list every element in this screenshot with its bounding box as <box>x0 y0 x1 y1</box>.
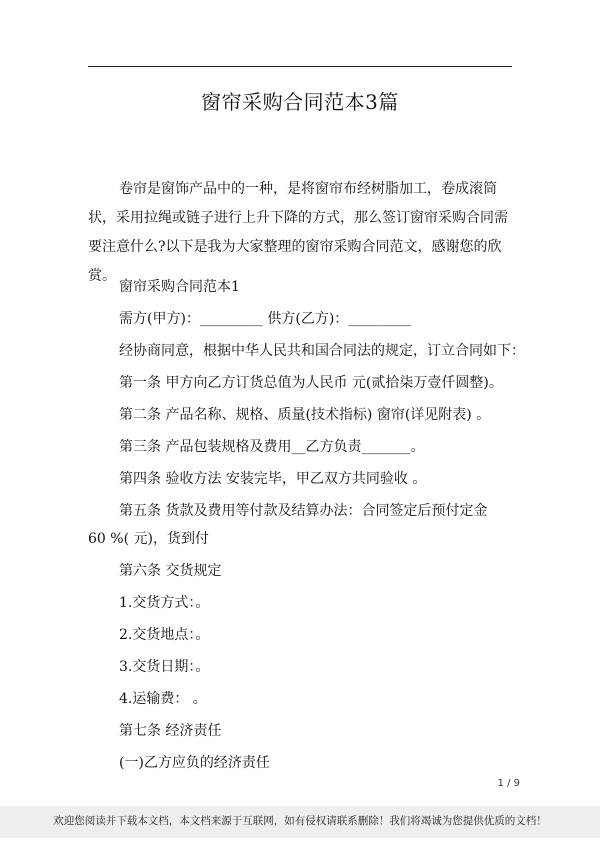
article-7: 第七条 经济责任 <box>119 723 222 739</box>
transport-fee: 4.运输费： 。 <box>119 691 207 707</box>
delivery-location: 2.交货地点：。 <box>119 627 210 643</box>
article-1: 第一条 甲方向乙方订货总值为人民币 元(贰拾柒万壹仟圆整)。 <box>119 375 503 391</box>
article-6: 第六条 交货规定 <box>119 563 222 579</box>
footer-notice: 欢迎您阅读并下载本文档，本文档来源于互联网，如有侵权请联系删除！我们将竭诚为您提供优质的文档！ <box>53 815 547 827</box>
delivery-date: 3.交货日期：。 <box>119 659 210 675</box>
article-5-continued: 60 %( 元)，货到付 <box>88 531 209 547</box>
agreement-line: 经协商同意，根据中华人民共和国合同法的规定，订立合同如下： <box>119 343 525 359</box>
page-indicator: 1 / 9 <box>497 778 520 789</box>
article-5: 第五条 货款及费用等付款及结算办法：合同签定后预付定金 <box>119 503 488 519</box>
article-2: 第二条 产品名称、规格、质量(技术指标) 窗帘(详见附表) 。 <box>119 407 491 423</box>
header-rule <box>88 66 512 67</box>
seller-liability: (一)乙方应负的经济责任 <box>119 755 270 771</box>
document-title: 窗帘采购合同范本3篇 <box>201 90 399 114</box>
intro-paragraph: 卷帘是窗饰产品中的一种，是将窗帘布经树脂加工，卷成滚筒状，采用拉绳或链子进行上升下降的方式，那么签订窗帘采购合同需要注意什么?以下是我为大家整理的窗帘采购合同范文，感谢您的欣赏。 <box>88 181 508 284</box>
delivery-method: 1.交货方式：。 <box>119 595 210 611</box>
parties-line: 需方(甲方)：_________ 供方(乙方)：_________ <box>119 311 412 327</box>
contract-heading: 窗帘采购合同范本1 <box>119 279 240 295</box>
article-4: 第四条 验收方法 安装完毕，甲乙双方共同验收 。 <box>119 471 427 487</box>
article-3: 第三条 产品包装规格及费用__乙方负责_______。 <box>119 439 425 455</box>
